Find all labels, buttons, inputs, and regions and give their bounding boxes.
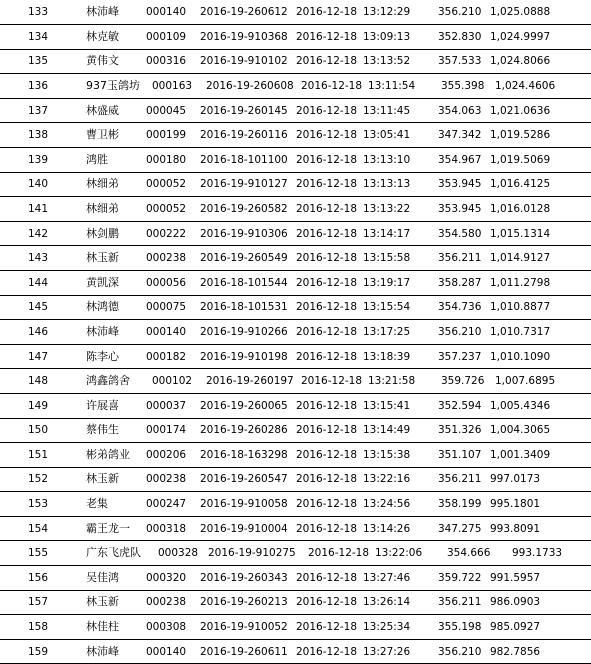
arrival-date-cell: 2016-12-18: [296, 30, 358, 43]
speed-cell: 353.945: [438, 178, 482, 191]
score-cell: 1,015.1314: [490, 227, 551, 240]
table-row: [0, 640, 591, 664]
name-cell: 许展喜: [86, 398, 119, 412]
arrival-date-cell: 2016-12-18: [296, 104, 358, 117]
speed-cell: 359.722: [438, 571, 482, 584]
arrival-date-cell: 2016-12-18: [301, 79, 363, 92]
ring-number-cell: 2016-19-260213: [200, 596, 288, 609]
arrival-time-cell: 13:15:54: [363, 301, 411, 314]
arrival-time-cell: 13:26:14: [363, 596, 411, 609]
score-cell: 1,021.0636: [490, 104, 551, 117]
arrival-date-cell: 2016-12-18: [296, 276, 358, 289]
ring-number-cell: 2016-18-101100: [200, 153, 288, 166]
table-row: [0, 99, 591, 124]
arrival-time-cell: 13:13:52: [363, 55, 411, 68]
rank-cell: 150: [28, 424, 49, 437]
arrival-date-cell: 2016-12-18: [296, 571, 358, 584]
arrival-date-cell: 2016-12-18: [296, 424, 358, 437]
arrival-time-cell: 13:14:26: [363, 522, 411, 535]
arrival-date-cell: 2016-12-18: [296, 399, 358, 412]
score-cell: 995.1801: [490, 498, 541, 511]
table-row: [0, 148, 591, 173]
arrival-date-cell: 2016-12-18: [301, 375, 363, 388]
arrival-date-cell: 2016-12-18: [296, 55, 358, 68]
rank-cell: 157: [28, 596, 49, 609]
rank-cell: 152: [28, 473, 49, 486]
member-id-cell: 000102: [152, 375, 193, 388]
member-id-cell: 000206: [146, 448, 187, 461]
name-cell: 林克敏: [86, 29, 119, 43]
ring-number-cell: 2016-19-260611: [200, 645, 288, 658]
arrival-time-cell: 13:09:13: [363, 30, 411, 43]
score-cell: 1,025.0888: [490, 6, 551, 18]
member-id-cell: 000182: [146, 350, 187, 363]
arrival-date-cell: 2016-12-18: [308, 547, 370, 560]
arrival-time-cell: 13:11:45: [363, 104, 411, 117]
speed-cell: 358.287: [438, 276, 482, 289]
speed-cell: 351.326: [438, 424, 482, 437]
arrival-time-cell: 13:13:10: [363, 153, 411, 166]
arrival-time-cell: 13:27:46: [363, 571, 411, 584]
member-id-cell: 000328: [158, 547, 199, 560]
arrival-date-cell: 2016-12-18: [296, 350, 358, 363]
table-row: [0, 492, 591, 517]
arrival-date-cell: 2016-12-18: [296, 301, 358, 314]
arrival-time-cell: 13:13:22: [363, 202, 411, 215]
member-id-cell: 000238: [146, 473, 187, 486]
speed-cell: 351.107: [438, 448, 482, 461]
rank-cell: 139: [28, 153, 49, 166]
member-id-cell: 000052: [146, 202, 187, 215]
table-row: [0, 296, 591, 321]
arrival-time-cell: 13:24:56: [363, 498, 411, 511]
rank-cell: 155: [28, 547, 49, 560]
member-id-cell: 000140: [146, 6, 187, 18]
member-id-cell: 000045: [146, 104, 187, 117]
table-row: [0, 345, 591, 370]
ring-number-cell: 2016-19-910102: [200, 55, 288, 68]
rank-cell: 133: [28, 6, 49, 18]
rank-cell: 138: [28, 129, 49, 142]
member-id-cell: 000174: [146, 424, 187, 437]
table-row: [0, 615, 591, 640]
speed-cell: 355.198: [438, 621, 482, 634]
rank-cell: 149: [28, 399, 49, 412]
score-cell: 1,016.0128: [490, 202, 551, 215]
table-row: [0, 173, 591, 198]
arrival-time-cell: 13:19:17: [363, 276, 411, 289]
speed-cell: 347.275: [438, 522, 482, 535]
rank-cell: 141: [28, 202, 49, 215]
score-cell: 985.0927: [490, 621, 541, 634]
speed-cell: 354.736: [438, 301, 482, 314]
arrival-time-cell: 13:12:29: [363, 6, 411, 18]
member-id-cell: 000140: [146, 325, 187, 338]
member-id-cell: 000056: [146, 276, 187, 289]
name-cell: 黄凯深: [86, 275, 119, 289]
name-cell: 霸王龙一: [86, 521, 130, 535]
member-id-cell: 000163: [152, 79, 193, 92]
rank-cell: 147: [28, 350, 49, 363]
name-cell: 吴佳鸿: [86, 570, 119, 584]
score-cell: 1,007.6895: [495, 375, 556, 388]
name-cell: 林剑鹏: [86, 226, 119, 240]
table-row: [0, 0, 591, 25]
rank-cell: 151: [28, 448, 49, 461]
rank-cell: 159: [28, 645, 49, 658]
ring-number-cell: 2016-19-910275: [208, 547, 296, 560]
table-row: [0, 468, 591, 493]
rank-cell: 136: [28, 79, 49, 92]
table-row: [0, 222, 591, 247]
name-cell: 老集: [86, 497, 108, 511]
score-cell: 1,011.2798: [490, 276, 551, 289]
ring-number-cell: 2016-19-260065: [200, 399, 288, 412]
speed-cell: 356.211: [438, 252, 482, 265]
table-row: [0, 74, 591, 99]
member-id-cell: 000140: [146, 645, 187, 658]
score-cell: 1,004.3065: [490, 424, 551, 437]
score-cell: 986.0903: [490, 596, 541, 609]
ring-number-cell: 2016-19-910058: [200, 498, 288, 511]
ring-number-cell: 2016-19-910052: [200, 621, 288, 634]
score-cell: 1,014.9127: [490, 252, 551, 265]
rank-cell: 143: [28, 252, 49, 265]
speed-cell: 354.666: [447, 547, 491, 560]
speed-cell: 356.210: [438, 645, 482, 658]
ring-number-cell: 2016-19-910266: [200, 325, 288, 338]
score-cell: 1,005.4346: [490, 399, 551, 412]
ring-number-cell: 2016-19-260549: [200, 252, 288, 265]
table-row: [0, 369, 591, 394]
arrival-date-cell: 2016-12-18: [296, 252, 358, 265]
name-cell: 彬弟鸽业: [86, 447, 130, 461]
name-cell: 林沛峰: [86, 5, 119, 18]
ring-number-cell: 2016-19-260197: [206, 375, 294, 388]
arrival-time-cell: 13:17:25: [363, 325, 411, 338]
arrival-time-cell: 13:25:34: [363, 621, 411, 634]
ring-number-cell: 2016-19-260286: [200, 424, 288, 437]
name-cell: 鸿鑫鸽舍: [86, 374, 130, 388]
ring-number-cell: 2016-19-260145: [200, 104, 288, 117]
score-cell: 1,019.5069: [490, 153, 551, 166]
rank-cell: 146: [28, 325, 49, 338]
speed-cell: 354.063: [438, 104, 482, 117]
score-cell: 1,016.4125: [490, 178, 551, 191]
member-id-cell: 000109: [146, 30, 187, 43]
rank-cell: 153: [28, 498, 49, 511]
name-cell: 林玉新: [86, 595, 119, 609]
name-cell: 黄伟文: [86, 54, 119, 68]
rank-cell: 145: [28, 301, 49, 314]
ring-number-cell: 2016-19-260612: [200, 6, 288, 18]
arrival-time-cell: 13:11:54: [368, 79, 416, 92]
ring-number-cell: 2016-18-163298: [200, 448, 288, 461]
name-cell: 林细弟: [86, 177, 119, 191]
name-cell: 鸿胜: [86, 152, 108, 166]
name-cell: 林佳柱: [86, 620, 119, 634]
table-row: [0, 591, 591, 616]
rank-cell: 156: [28, 571, 49, 584]
ring-number-cell: 2016-18-101531: [200, 301, 288, 314]
speed-cell: 356.211: [438, 473, 482, 486]
arrival-date-cell: 2016-12-18: [296, 473, 358, 486]
name-cell: 林玉新: [86, 472, 119, 486]
score-cell: 982.7856: [490, 645, 541, 658]
arrival-date-cell: 2016-12-18: [296, 645, 358, 658]
table-row: [0, 419, 591, 444]
name-cell: 广东飞虎队: [86, 546, 141, 560]
rank-cell: 134: [28, 30, 49, 43]
score-cell: 1,010.1090: [490, 350, 551, 363]
member-id-cell: 000238: [146, 596, 187, 609]
speed-cell: 354.580: [438, 227, 482, 240]
ring-number-cell: 2016-19-260343: [200, 571, 288, 584]
arrival-date-cell: 2016-12-18: [296, 129, 358, 142]
ring-number-cell: 2016-19-910004: [200, 522, 288, 535]
speed-cell: 352.594: [438, 399, 482, 412]
table-row: [0, 197, 591, 222]
arrival-time-cell: 13:15:38: [363, 448, 411, 461]
arrival-date-cell: 2016-12-18: [296, 153, 358, 166]
table-row: [0, 320, 591, 345]
ring-number-cell: 2016-18-101544: [200, 276, 288, 289]
member-id-cell: 000199: [146, 129, 187, 142]
table-row: [0, 25, 591, 50]
rank-cell: 144: [28, 276, 49, 289]
table-row: [0, 443, 591, 468]
name-cell: 林沛峰: [86, 644, 119, 658]
member-id-cell: 000037: [146, 399, 187, 412]
arrival-time-cell: 13:14:49: [363, 424, 411, 437]
rank-cell: 137: [28, 104, 49, 117]
arrival-date-cell: 2016-12-18: [296, 178, 358, 191]
name-cell: 937玉鸽坊: [86, 78, 140, 92]
speed-cell: 355.398: [441, 79, 485, 92]
arrival-date-cell: 2016-12-18: [296, 522, 358, 535]
member-id-cell: 000247: [146, 498, 187, 511]
score-cell: 1,024.9997: [490, 30, 551, 43]
table-row: [0, 246, 591, 271]
arrival-time-cell: 13:27:26: [363, 645, 411, 658]
arrival-time-cell: 13:22:06: [375, 547, 423, 560]
name-cell: 曹卫彬: [86, 128, 119, 142]
arrival-date-cell: 2016-12-18: [296, 227, 358, 240]
member-id-cell: 000052: [146, 178, 187, 191]
arrival-date-cell: 2016-12-18: [296, 6, 358, 18]
ring-number-cell: 2016-19-260608: [206, 79, 294, 92]
arrival-date-cell: 2016-12-18: [296, 498, 358, 511]
speed-cell: 358.199: [438, 498, 482, 511]
table-row: [0, 541, 591, 566]
speed-cell: 352.830: [438, 30, 482, 43]
rank-cell: 140: [28, 178, 49, 191]
table-row: [0, 123, 591, 148]
speed-cell: 347.342: [438, 129, 482, 142]
speed-cell: 353.945: [438, 202, 482, 215]
table-row: [0, 517, 591, 542]
score-cell: 993.1733: [512, 547, 563, 560]
arrival-time-cell: 13:21:58: [368, 375, 416, 388]
member-id-cell: 000316: [146, 55, 187, 68]
score-cell: 1,001.3409: [490, 448, 551, 461]
score-cell: 991.5957: [490, 571, 541, 584]
score-cell: 1,019.5286: [490, 129, 551, 142]
score-cell: 1,024.4606: [495, 79, 556, 92]
arrival-time-cell: 13:05:41: [363, 129, 411, 142]
speed-cell: 356.211: [438, 596, 482, 609]
score-cell: 1,010.8877: [490, 301, 551, 314]
ring-number-cell: 2016-19-910127: [200, 178, 288, 191]
rank-cell: 135: [28, 55, 49, 68]
arrival-date-cell: 2016-12-18: [296, 448, 358, 461]
score-cell: 1,024.8066: [490, 55, 551, 68]
arrival-time-cell: 13:13:13: [363, 178, 411, 191]
score-cell: 1,010.7317: [490, 325, 551, 338]
name-cell: 蔡伟生: [86, 423, 119, 437]
speed-cell: 356.210: [438, 325, 482, 338]
speed-cell: 357.533: [438, 55, 482, 68]
rank-cell: 142: [28, 227, 49, 240]
arrival-time-cell: 13:18:39: [363, 350, 411, 363]
member-id-cell: 000320: [146, 571, 187, 584]
name-cell: 林沛峰: [86, 324, 119, 338]
table-row: [0, 50, 591, 75]
table-row: [0, 271, 591, 296]
score-cell: 993.8091: [490, 522, 541, 535]
arrival-time-cell: 13:15:41: [363, 399, 411, 412]
name-cell: 林细弟: [86, 201, 119, 215]
ring-number-cell: 2016-19-260582: [200, 202, 288, 215]
arrival-date-cell: 2016-12-18: [296, 596, 358, 609]
ring-number-cell: 2016-19-260547: [200, 473, 288, 486]
table-row: [0, 394, 591, 419]
arrival-time-cell: 13:14:17: [363, 227, 411, 240]
rank-cell: 158: [28, 621, 49, 634]
name-cell: 林鸿德: [86, 300, 119, 314]
ring-number-cell: 2016-19-910368: [200, 30, 288, 43]
member-id-cell: 000238: [146, 252, 187, 265]
arrival-date-cell: 2016-12-18: [296, 202, 358, 215]
speed-cell: 357.237: [438, 350, 482, 363]
member-id-cell: 000180: [146, 153, 187, 166]
member-id-cell: 000318: [146, 522, 187, 535]
arrival-time-cell: 13:22:16: [363, 473, 411, 486]
arrival-date-cell: 2016-12-18: [296, 325, 358, 338]
speed-cell: 356.210: [438, 6, 482, 18]
score-cell: 997.0173: [490, 473, 541, 486]
name-cell: 林盛威: [86, 103, 119, 117]
speed-cell: 354.967: [438, 153, 482, 166]
member-id-cell: 000222: [146, 227, 187, 240]
name-cell: 林玉新: [86, 251, 119, 265]
ring-number-cell: 2016-19-910306: [200, 227, 288, 240]
member-id-cell: 000075: [146, 301, 187, 314]
arrival-date-cell: 2016-12-18: [296, 621, 358, 634]
speed-cell: 359.726: [441, 375, 485, 388]
name-cell: 陈李心: [86, 349, 119, 363]
rank-cell: 154: [28, 522, 49, 535]
ring-number-cell: 2016-19-260116: [200, 129, 288, 142]
rank-cell: 148: [28, 375, 49, 388]
member-id-cell: 000308: [146, 621, 187, 634]
ring-number-cell: 2016-19-910198: [200, 350, 288, 363]
arrival-time-cell: 13:15:58: [363, 252, 411, 265]
table-row: [0, 566, 591, 591]
